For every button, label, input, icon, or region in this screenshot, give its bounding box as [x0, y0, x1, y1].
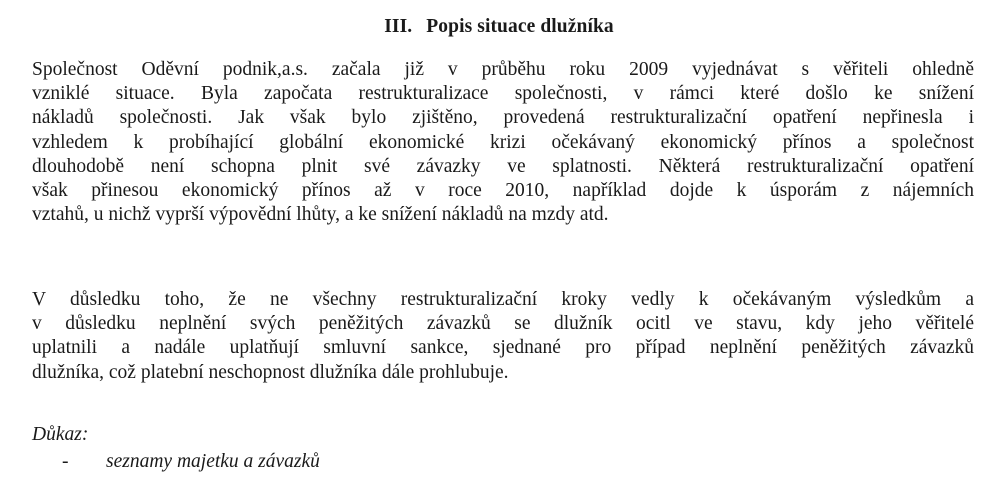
paragraph-line: Společnost Oděvní podnik,a.s. začala již v průběhu roku 2009 vyjednávat s věřiteli ohledně — [32, 59, 974, 80]
section-number: III. — [384, 16, 413, 37]
evidence-item — [62, 450, 320, 474]
paragraph-line: nákladů společnosti. Jak však bylo zjištěno, provedená restrukturalizační opatření nepřinesla i — [32, 107, 974, 129]
paragraph-situation — [32, 58, 974, 227]
list-bullet: - — [62, 451, 69, 472]
paragraph-line: dlouhodobě není schopna plnit své závazky ve splatnosti. Některá restrukturalizační opatření — [32, 155, 974, 177]
paragraph-line: V důsledku toho, že ne všechny restrukturalizační kroky vedly k očekávaným výsledkům a — [32, 289, 974, 310]
evidence-item-text: seznamy majetku a závazků — [106, 451, 320, 472]
paragraph-line: vzhledem k probíhající globální ekonomické krizi očekávaný ekonomický přínos a společnost — [32, 131, 974, 153]
section-title: Popis situace dlužníka — [426, 16, 614, 37]
paragraph-line: v důsledku neplnění svých peněžitých závazků se dlužník ocitl ve stavu, kdy jeho věřitelé — [32, 313, 974, 335]
evidence-label: Důkaz: — [32, 424, 89, 445]
section-heading — [0, 14, 998, 40]
evidence-list — [62, 450, 320, 474]
paragraph-consequences — [32, 288, 974, 385]
paragraph-line: vztahů, u nichž vyprší výpovědní lhůty, a ke snížení nákladů na mzdy atd. — [32, 204, 609, 226]
paragraph-line: vzniklé situace. Byla započata restrukturalizace společnosti, v rámci které došlo ke snížení — [32, 83, 974, 105]
paragraph-line: uplatnili a nadále uplatňují smluvní sankce, sjednané pro případ neplnění peněžitých závazků — [32, 337, 974, 359]
paragraph-line: dlužníka, což platební neschopnost dlužníka dále prohlubuje. — [32, 361, 509, 383]
paragraph-line: však přinesou ekonomický přínos až v roce 2010, například dojde k úsporám z nájemních — [32, 180, 974, 202]
